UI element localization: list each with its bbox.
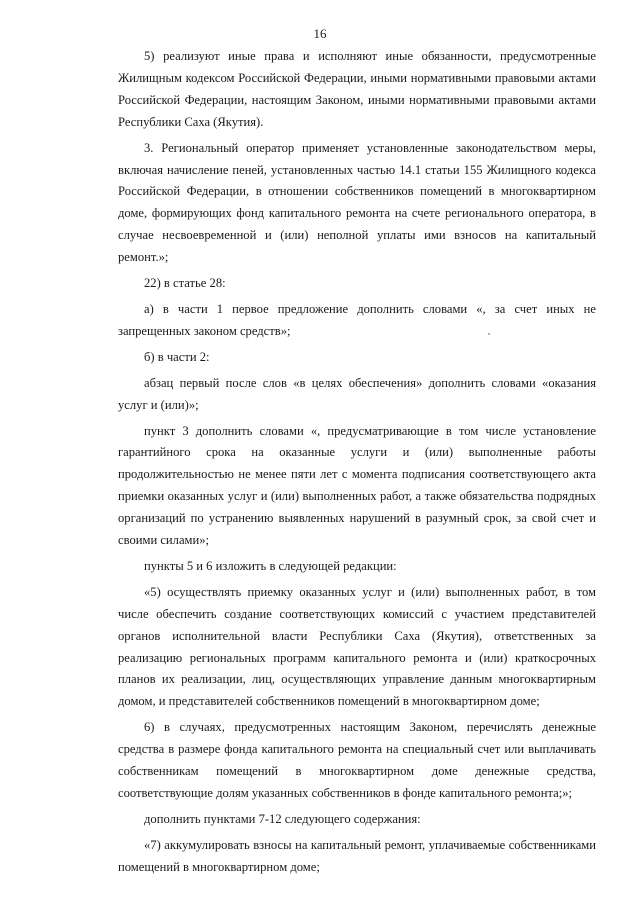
paragraph-first-clause: абзац первый после слов «в целях обеспечения» дополнить словами «оказания услуг и (или)»; — [118, 375, 596, 412]
paragraph-point-3: пункт 3 дополнить словами «, предусматривающие в том числе установление гарантийного срока на оказанные услуги и (или) выполненные работы продолжительностью не менее пяти лет с момента подписания соответствующего акта приемки оказанных услуг и (или) выполненных работ, а также обязательства подрядных организаций по устранению выявленных нарушений в разумный срок, за свой счет и своими силами»; — [118, 423, 596, 548]
paragraph-part-1: а) в части 1 первое предложение дополнить словами «, за счет иных не запрещенных законом средств»; — [118, 301, 596, 338]
scan-speck — [488, 333, 490, 335]
paragraph-part-2: б) в части 2: — [144, 349, 210, 364]
paragraph-new-point-6: 6) в случаях, предусмотренных настоящим Законом, перечислять денежные средства в размере фонда капитального ремонта на специальный счет или выплачивать собственникам помещений в многоквартирном доме денежные средства, соответствующие долям указанных собственников в фонде капитального ремонта;»; — [118, 720, 596, 800]
document-body — [118, 46, 596, 883]
paragraph-regional-operator: 3. Региональный оператор применяет установленные законодательством меры, включая начисление пеней, установленных частью 14.1 статьи 155 Жилищного кодекса Российской Федерации, в отношении собственников помещений в многоквартирном доме, формирующих фонд капитального ремонта на счете регионального оператора, в случае несвоевременной и (или) неполной уплаты ими взносов на капитальный ремонт.»; — [118, 140, 596, 265]
paragraph-new-point-5: «5) осуществлять приемку оказанных услуг и (или) выполненных работ, в том числе обеспечить создание соответствующих комиссий с участием представителей органов исполнительной власти Республики Саха (Якутия), ответственных за реализацию региональных программ капитального ремонта и (или) краткосрочных планов их реализации, лиц, осуществляющих управление данным многоквартирным домом, и представителей собственников помещений в многоквартирном доме; — [118, 584, 596, 709]
paragraph-item-5: 5) реализуют иные права и исполняют иные обязанности, предусмотренные Жилищным кодексом Российской Федерации, иными нормативными правовыми актами Российской Федерации, настоящим Законом, иными нормативными правовыми актами Республики Саха (Якутия). — [118, 49, 596, 129]
paragraph-article-28: 22) в статье 28: — [144, 276, 226, 291]
page-number: 16 — [313, 26, 327, 41]
paragraph-add-points: дополнить пунктами 7-12 следующего содержания: — [144, 811, 421, 826]
paragraph-new-point-7: «7) аккумулировать взносы на капитальный ремонт, уплачиваемые собственниками помещений в многоквартирном доме; — [118, 837, 596, 874]
paragraph-points-5-6: пункты 5 и 6 изложить в следующей редакции: — [144, 558, 397, 573]
